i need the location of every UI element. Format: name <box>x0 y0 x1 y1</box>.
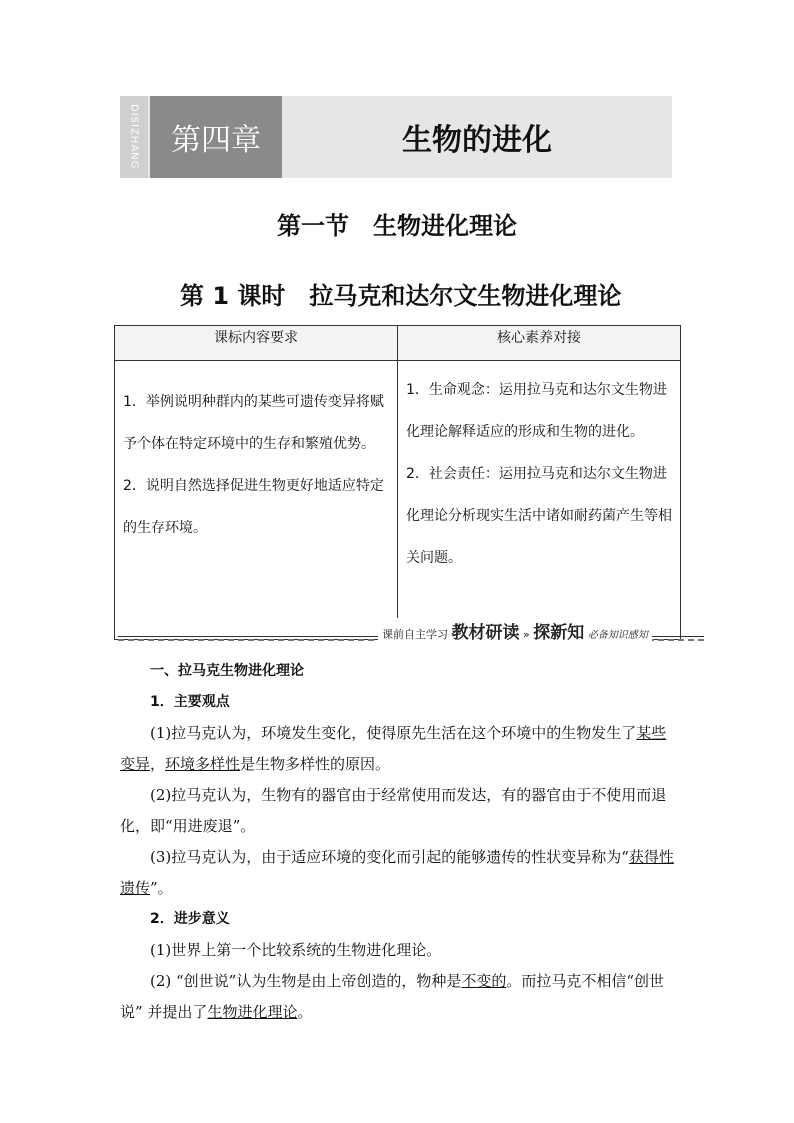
divider-label <box>378 618 652 643</box>
col2-cell <box>398 361 681 640</box>
heading-1-2: 2．进步意义 <box>150 911 230 927</box>
paragraph-3: (3)拉马克认为，由于适应环境的变化而引起的能够遗传的性状变异称为“获得性遗传”。 <box>120 848 674 897</box>
chapter-vertical-label: DISIZHANG <box>120 96 148 178</box>
col1-header: 课标内容要求 <box>115 326 398 361</box>
blank-answer: 环境多样性 <box>165 755 241 773</box>
blank-answer: 某些变异 <box>120 724 667 773</box>
requirements-table <box>114 325 681 640</box>
heading-1: 一、拉马克生物进化理论 <box>150 663 304 679</box>
blank-answer: 获得性遗传 <box>120 848 674 897</box>
col1-cell <box>115 361 398 640</box>
blank-answer: 生物进化理论 <box>207 1003 298 1021</box>
divider-right-text: 必备知识感知 <box>587 630 648 641</box>
body-content <box>120 656 680 1028</box>
paragraph-4: (1)世界上第一个比较系统的生物进化理论。 <box>150 941 442 959</box>
section-title: 第一节 生物进化理论 <box>277 212 517 240</box>
col2-item: 2．社会责任：运用拉马克和达尔文生物进化理论分析现实生活中诸如耐药菌产生等相关问题。 <box>406 466 672 566</box>
blank-answer: 不变的 <box>461 972 507 990</box>
col2-header: 核心素养对接 <box>398 326 681 361</box>
chapter-title: 生物的进化 <box>402 123 552 158</box>
heading-1-1: 1．主要观点 <box>150 694 230 710</box>
arrow-icon: » <box>523 628 530 641</box>
divider-left-text: 课前自主学习 <box>382 628 448 641</box>
lesson-title: 第 1 课时 拉马克和达尔文生物进化理论 <box>180 282 622 310</box>
paragraph-5: (2) “创世说”认为生物是由上帝创造的，物种是不变的。而拉马克不相信“创世说” 并提出了生物进化理论。 <box>120 972 665 1021</box>
col1-item: 1．举例说明种群内的某些可遗传变异将赋予个体在特定环境中的生存和繁殖优势。 <box>123 394 384 452</box>
divider-main-right: 探新知 <box>533 623 585 643</box>
col1-item: 2．说明自然选择促进生物更好地适应特定的生存环境。 <box>123 478 384 536</box>
paragraph-2: (2)拉马克认为，生物有的器官由于经常使用而发达，有的器官由于不使用而退化，即“用进废退”。 <box>120 786 667 835</box>
chapter-number: 第四章 <box>150 96 282 178</box>
paragraph-1: (1)拉马克认为，环境发生变化，使得原先生活在这个环境中的生物发生了某些变异，环境多样性是生物多样性的原因。 <box>120 724 667 773</box>
col2-item: 1．生命观念：运用拉马克和达尔文生物进化理论解释适应的形成和生物的进化。 <box>406 382 667 440</box>
section-divider <box>118 620 704 643</box>
divider-main-left: 教材研读 <box>451 623 520 643</box>
